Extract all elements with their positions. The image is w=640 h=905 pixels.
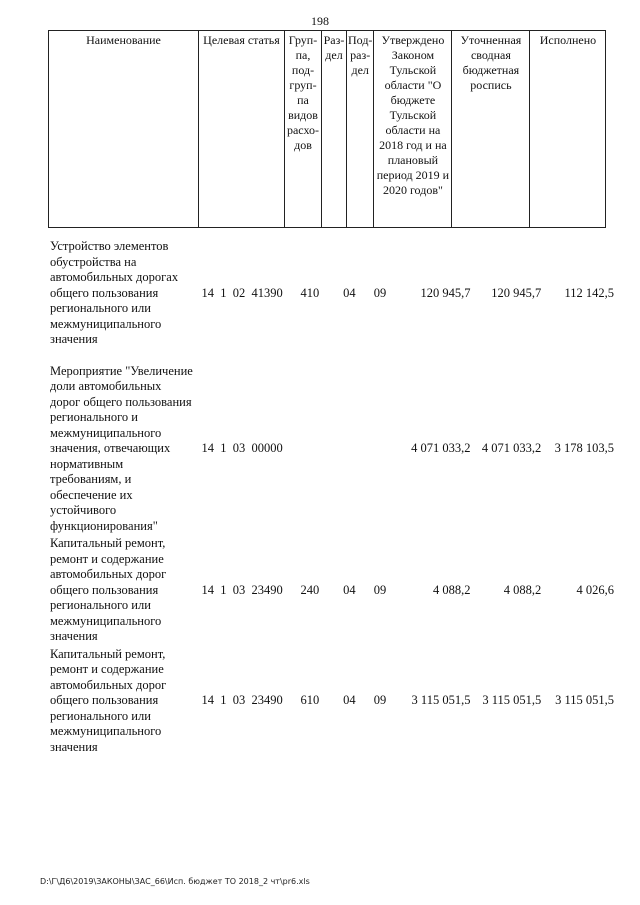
footer-file-path: D:\Г\Д6\2019\ЗАКОНЫ\ЗАС_66\Исп. бюджет ТО 2018_2 чт\pr6.xls bbox=[40, 877, 310, 886]
header-approved: Утверждено Законом Тульской области "О бюджете Тульской области на 2018 год и на плановый период 2019 и 2020 годов" bbox=[374, 31, 452, 228]
row-refined: 4 071 033,2 bbox=[481, 441, 542, 455]
table-row bbox=[48, 645, 614, 756]
row-name: Капитальный ремонт, ремонт и содержание автомобильных дорог общего пользования регионального или межмуниципального значения bbox=[50, 536, 167, 643]
row-subsection: 09 bbox=[373, 693, 387, 707]
row-subsection: 09 bbox=[373, 285, 387, 300]
row-group: 240 bbox=[300, 582, 320, 597]
header-refined: Уточненная сводная бюджетная роспись bbox=[452, 31, 530, 228]
row-name: Устройство элементов обустройства на автомобильных дорогах общего пользования регионального или межмуниципального значения bbox=[50, 239, 179, 346]
page-number: 198 bbox=[311, 14, 329, 28]
row-code: 14 1 03 23490 bbox=[201, 582, 283, 597]
header-group: Груп-па, под-груп-па видов расхо-дов bbox=[285, 31, 322, 228]
row-section: 04 bbox=[343, 693, 356, 707]
header-executed: Исполнено bbox=[530, 31, 606, 228]
table-row bbox=[48, 348, 614, 535]
row-code: 14 1 03 23490 bbox=[201, 693, 283, 707]
row-executed: 3 115 051,5 bbox=[555, 693, 614, 707]
row-executed: 3 178 103,5 bbox=[554, 441, 614, 455]
row-section: 04 bbox=[343, 582, 356, 597]
row-approved: 4 088,2 bbox=[432, 582, 471, 597]
row-refined: 120 945,7 bbox=[491, 285, 542, 300]
table-header bbox=[48, 30, 606, 228]
header-name: Наименование bbox=[49, 31, 199, 228]
row-name: Капитальный ремонт, ремонт и содержание автомобильных дорог общего пользования регионального или межмуниципального значения bbox=[50, 646, 167, 754]
row-name: Мероприятие "Увеличение доли автомобильных дорог общего пользования регионального и межмуниципального значения, отвечающих нормативным требованиям, и обеспечение их устойчивого функционирования" bbox=[50, 363, 193, 533]
row-group: 610 bbox=[300, 693, 320, 707]
row-approved: 4 071 033,2 bbox=[411, 441, 471, 455]
table-row bbox=[48, 232, 614, 348]
row-subsection: 09 bbox=[373, 582, 387, 597]
header-section: Раз-дел bbox=[322, 31, 347, 228]
row-section: 04 bbox=[343, 285, 356, 300]
table-row bbox=[48, 534, 614, 645]
row-approved: 3 115 051,5 bbox=[411, 693, 471, 707]
row-refined: 3 115 051,5 bbox=[482, 693, 542, 707]
row-code: 14 1 03 00000 bbox=[201, 441, 283, 455]
row-executed: 112 142,5 bbox=[564, 285, 614, 300]
header-subsection: Под-раз-дел bbox=[347, 31, 374, 228]
header-target: Целевая статья bbox=[199, 31, 285, 228]
row-group: 410 bbox=[300, 285, 320, 300]
row-code: 14 1 02 41390 bbox=[201, 285, 283, 300]
row-approved: 120 945,7 bbox=[420, 285, 471, 300]
table-body bbox=[48, 232, 614, 755]
row-executed: 4 026,6 bbox=[576, 582, 614, 597]
row-refined: 4 088,2 bbox=[503, 582, 542, 597]
